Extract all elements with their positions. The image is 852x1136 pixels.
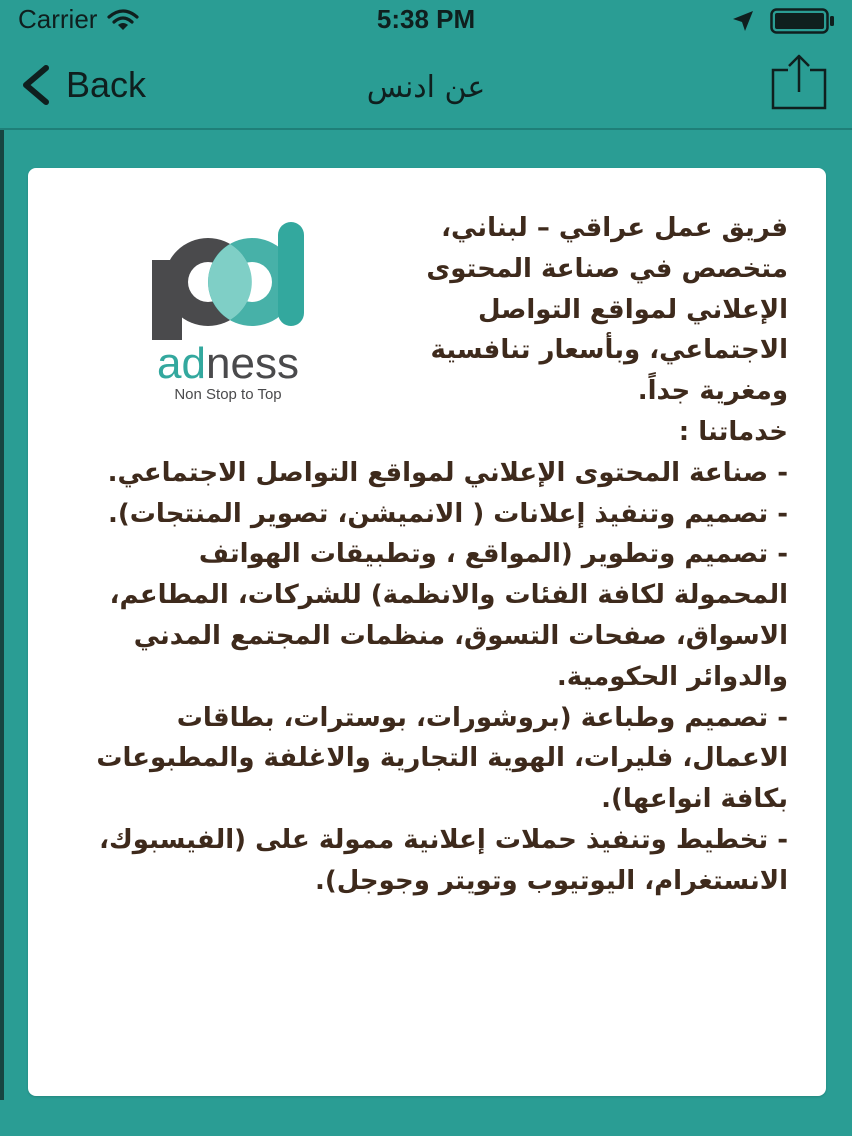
about-intro: فريق عمل عراقي – لبناني، متخصص في صناعة المحتوى الإعلاني لمواقع التواصل الاجتماعي، وبأسعار تنافسية ومغرية جداً.: [426, 213, 788, 407]
service-item: - صناعة المحتوى الإعلاني لمواقع التواصل الاجتماعي.: [107, 457, 788, 488]
navigation-bar: [0, 40, 852, 130]
left-edge-divider: [0, 130, 4, 1100]
services-heading: خدماتنا :: [678, 416, 788, 447]
service-item: - تصميم وتنفيذ إعلانات ( الانميشن، تصوير المنتجات).: [108, 498, 788, 529]
logo-wordmark-ad: ad: [157, 339, 206, 388]
carrier-label: Carrier: [18, 4, 98, 34]
status-bar: [0, 0, 852, 40]
about-card: [28, 168, 826, 1096]
share-icon[interactable]: [768, 54, 830, 110]
page-title: عن ادنس: [366, 70, 486, 105]
back-label: Back: [66, 64, 147, 105]
location-arrow-icon: [732, 10, 754, 32]
service-item: - تصميم وطباعة (بروشورات، بوسترات، بطاقات الاعمال، فليرات، الهوية التجارية والاغلفة والمطبوعات بكافة انواعها).: [96, 702, 788, 815]
logo-tagline: Non Stop to Top: [174, 386, 282, 403]
logo-wordmark-ness: ness: [206, 339, 299, 388]
service-item: - تصميم وتطوير (المواقع ، وتطبيقات الهواتف المحمولة لكافة الفئات والانظمة) للشركات، المطاعم، الاسواق، صفحات التسوق، منظمات المجتمع المدني والدوائر الحكومية.: [109, 539, 788, 692]
about-text: [84, 208, 788, 902]
status-time: 5:38 PM: [376, 4, 476, 34]
service-item: - تخطيط وتنفيذ حملات إعلانية ممولة على (الفيسبوك، الانستغرام، اليوتيوب وتويتر وجوجل).: [99, 824, 788, 896]
battery-icon: [770, 8, 836, 34]
logo-spacer: [84, 208, 414, 438]
